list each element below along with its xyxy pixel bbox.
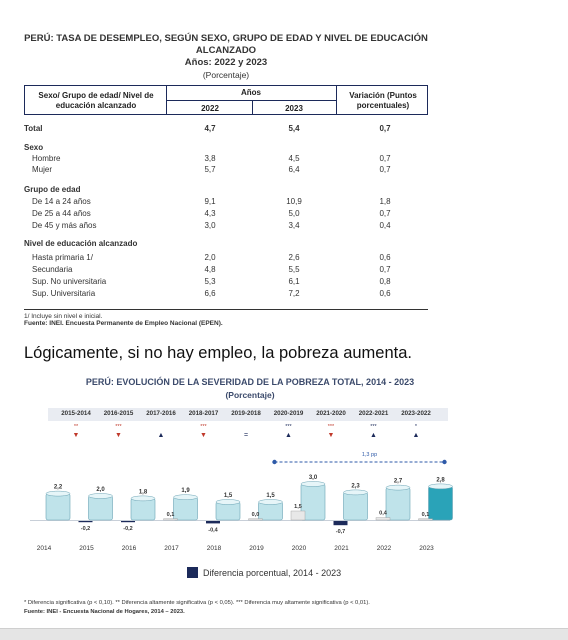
row-value-v3: 1,8 (379, 197, 391, 206)
significance-mark: *** (285, 424, 292, 430)
row-value-v3: 0,7 (379, 265, 391, 274)
row-value-v1: 5,7 (204, 165, 216, 174)
table-row (24, 185, 428, 196)
difference-bar (164, 519, 178, 520)
difference-label: 0,4 (379, 510, 387, 517)
row-label: Secundaria (32, 265, 73, 274)
row-value-v1: 2,0 (204, 253, 216, 262)
table-row (24, 124, 428, 135)
row-value-v1: 6,6 (204, 289, 216, 298)
table-row (24, 277, 428, 288)
row-label: Nivel de educación alcanzado (24, 239, 138, 248)
significance-mark: *** (327, 424, 335, 430)
period-label: 2016-2015 (103, 410, 134, 417)
year-label: 2017 (164, 545, 179, 552)
row-label: Mujer (32, 165, 53, 174)
table-row (24, 265, 428, 276)
row-value-v3: 0,7 (379, 165, 391, 174)
legend-label: Diferencia porcentual, 2014 - 2023 (203, 568, 342, 578)
row-label: De 14 a 24 años (32, 197, 91, 206)
row-value-v2: 6,1 (288, 277, 300, 286)
table-row (24, 143, 428, 154)
period-label: 2019-2018 (231, 410, 261, 417)
bar-top (386, 485, 410, 490)
difference-bar (334, 521, 348, 525)
difference-label: -0,7 (335, 529, 346, 536)
bar (174, 497, 198, 520)
bar-value-label: 2,7 (393, 478, 403, 485)
chart-footnote: * Diferencia significativa (p < 0,10). ** Diferencia altamente significativa (p < 0,05). *** Diferencia muy altamente significativa (p < 0,01). (24, 600, 370, 606)
row-label: Sup. Universitaria (32, 289, 96, 298)
triangle-down-icon: ▼ (72, 432, 80, 439)
triangle-down-icon: ▼ (200, 432, 207, 439)
row-value-v3: 0,6 (379, 253, 391, 262)
triangle-up-icon: ▲ (157, 432, 165, 439)
table-source: Fuente: INEI. Encuesta Permanente de Empleo Nacional (EPEN). (24, 320, 223, 327)
bar (386, 488, 410, 520)
bar-value-label: 2,8 (436, 477, 445, 484)
table-row (24, 154, 428, 165)
difference-label: 0,1 (421, 511, 430, 518)
row-value-v3: 0,7 (379, 154, 391, 163)
difference-label: -0,4 (208, 527, 218, 534)
header-category: Sexo/ Grupo de edad/ Nivel de educación alcanzado (38, 91, 154, 110)
year-label: 2022 (376, 545, 392, 552)
bar (46, 494, 70, 520)
pp-label: 1,3 pp (361, 452, 378, 458)
bar-value-label: 1,8 (138, 489, 148, 496)
header-years: Años (241, 88, 261, 97)
difference-bar (419, 519, 433, 520)
row-label: Total (24, 124, 43, 133)
difference-label: 0,1 (166, 511, 175, 518)
row-label: De 25 a 44 años (32, 209, 91, 218)
header-divider (166, 100, 336, 101)
row-value-v2: 6,4 (288, 165, 300, 174)
table-row (24, 197, 428, 208)
row-label: Sup. No universitaria (32, 277, 107, 286)
triangle-down-icon: ▼ (115, 432, 122, 439)
table-row (24, 221, 428, 232)
bar-top (344, 490, 368, 495)
header-divider (336, 85, 337, 115)
chart-title: PERÚ: EVOLUCIÓN DE LA SEVERIDAD DE LA POBREZA TOTAL, 2014 - 2023 (85, 377, 415, 387)
row-value-v3: 0,7 (379, 209, 391, 218)
row-value-v3: 0,4 (379, 221, 391, 230)
period-label: 2022-2021 (358, 410, 389, 417)
triangle-up-icon: ▲ (370, 432, 377, 439)
bar-value-label: 2,0 (96, 487, 105, 493)
period-label: 2015-2014 (61, 410, 91, 417)
row-value-v2: 5,0 (288, 209, 300, 218)
period-label: 2018-2017 (188, 410, 219, 417)
triangle-down-icon: ▼ (327, 432, 335, 439)
row-value-v2: 10,9 (286, 197, 302, 206)
triangle-up-icon: ▲ (412, 432, 420, 439)
chart-subtitle: (Porcentaje) (225, 390, 275, 400)
year-label: 2023 (419, 545, 434, 552)
bar-value-label: 3,0 (308, 475, 318, 481)
header-year-2022: 2022 (201, 104, 219, 113)
row-label: Hombre (32, 154, 61, 163)
row-value-v1: 3,8 (204, 154, 216, 163)
significance-mark: * (414, 424, 418, 430)
equal-icon: = (243, 432, 249, 439)
period-label: 2017-2016 (146, 410, 176, 417)
difference-label: 0,0 (251, 511, 260, 518)
year-label: 2018 (206, 545, 222, 552)
bar-value-label: 2,3 (351, 483, 360, 490)
bar-value-label: 1,5 (266, 493, 275, 499)
bar-value-label: 1,5 (223, 493, 233, 499)
difference-bar (249, 519, 263, 520)
period-label: 2021-2020 (316, 410, 346, 417)
table-row (24, 165, 428, 176)
legend-swatch (187, 567, 198, 578)
row-label: Hasta primaria 1/ (32, 253, 93, 262)
year-label: 2016 (121, 545, 137, 552)
significance-mark: *** (200, 424, 207, 430)
table-title: PERÚ: TASA DE DESEMPLEO, SEGÚN SEXO, GRUPO DE EDAD Y NIVEL DE EDUCACIÓN (24, 33, 428, 44)
year-label: 2021 (334, 545, 349, 552)
bar (344, 492, 368, 520)
bar-top (46, 491, 70, 496)
footer-strip (0, 628, 568, 640)
year-label: 2014 (36, 545, 52, 552)
row-label: De 45 y más años (32, 221, 97, 230)
bar-top (174, 495, 198, 500)
bar-value-label: 2,2 (53, 484, 63, 491)
significance-mark: ** (73, 424, 79, 430)
row-value-v2: 5,5 (288, 265, 300, 274)
table-bottom-rule (24, 309, 428, 310)
pp-bracket-start (272, 460, 276, 464)
row-label: Sexo (24, 143, 44, 152)
bar-value-label: 1,9 (181, 488, 190, 495)
pp-bracket-end (442, 460, 446, 464)
bar-top (216, 500, 240, 505)
row-value-v1: 4,7 (204, 124, 216, 133)
bar-top (131, 496, 155, 501)
row-value-v1: 5,3 (204, 277, 216, 286)
table-note: 1/ Incluye sin nivel e inicial. (24, 313, 103, 320)
difference-bar (206, 521, 220, 523)
table-row (24, 253, 428, 264)
difference-label: -0,2 (80, 526, 91, 533)
row-value-v3: 0,6 (379, 289, 391, 298)
bar-top (259, 500, 283, 505)
header-year-2023: 2023 (285, 104, 303, 113)
bar (131, 498, 155, 520)
bar-top (301, 482, 325, 487)
row-label: Grupo de edad (24, 185, 81, 194)
row-value-v1: 3,0 (204, 221, 216, 230)
table-title-cont: ALCANZADO (195, 45, 257, 56)
row-value-v1: 4,3 (204, 209, 216, 218)
triangle-up-icon: ▲ (285, 432, 292, 439)
row-value-v2: 3,4 (288, 221, 300, 230)
year-label: 2020 (291, 545, 307, 552)
difference-bar (376, 518, 390, 520)
row-value-v1: 9,1 (204, 197, 216, 206)
year-label: 2019 (249, 545, 264, 552)
significance-mark: *** (115, 424, 122, 430)
significance-mark: *** (370, 424, 377, 430)
period-label: 2020-2019 (273, 410, 304, 417)
header-variation: Variación (Puntos porcentuales) (349, 91, 417, 110)
table-row (24, 239, 428, 250)
row-value-v3: 0,8 (379, 277, 391, 286)
row-value-v3: 0,7 (379, 124, 391, 133)
table-row (24, 209, 428, 220)
header-divider (252, 100, 253, 115)
row-value-v2: 7,2 (288, 289, 300, 298)
difference-label: 1,5 (294, 504, 302, 510)
bar-top (89, 494, 113, 499)
poverty-severity-chart (0, 440, 568, 570)
chart-source: Fuente: INEI - Encuesta Nacional de Hogares, 2014 – 2023. (24, 609, 185, 615)
row-value-v2: 2,6 (288, 253, 300, 262)
difference-label: -0,2 (123, 526, 133, 533)
table-unit: (Porcentaje) (202, 70, 250, 80)
difference-bar (79, 521, 93, 522)
row-value-v1: 4,8 (204, 265, 216, 274)
bar (429, 486, 453, 520)
row-value-v2: 5,4 (288, 124, 300, 133)
bar-top (429, 484, 453, 489)
caption-text: Lógicamente, si no hay empleo, la pobreza aumenta. (24, 344, 412, 362)
row-value-v2: 4,5 (288, 154, 300, 163)
table-row (24, 289, 428, 300)
year-label: 2015 (79, 545, 94, 552)
difference-bar (291, 511, 305, 520)
table-years: Años: 2022 y 2023 (184, 57, 268, 68)
bar (89, 496, 113, 520)
difference-bar (121, 521, 135, 522)
period-label: 2023-2022 (401, 410, 431, 417)
